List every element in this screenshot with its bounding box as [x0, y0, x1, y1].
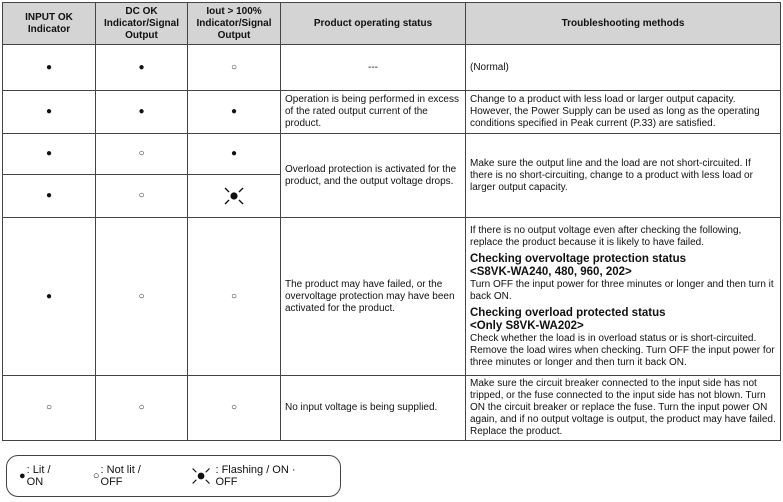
lit-indicator: ● — [188, 91, 281, 134]
status-table — [2, 2, 781, 441]
not-lit-indicator: ○ — [188, 376, 281, 441]
header-input-ok: INPUT OK Indicator — [3, 3, 96, 45]
trouble-text: Make sure the output line and the load are not short-circuited. If there is no short-circuiting, change to a product with less load or larger output capacity. — [466, 134, 781, 218]
table-row — [3, 91, 781, 134]
not-lit-indicator: ○ — [96, 134, 188, 175]
not-lit-indicator: ○ — [188, 45, 281, 91]
check1-title: Checking overvoltage protection status — [470, 252, 686, 265]
trouble-intro: If there is no output voltage even after checking the following, replace the product because it is likely to have failed. — [470, 224, 742, 248]
lit-indicator: ● — [3, 91, 96, 134]
trouble-text: Make sure the circuit breaker connected to the input side has not tripped, or the fuse connected to the input side has not blown. Turn ON the circuit breaker or replace the fuse. Turn the input power ON again, and if no output voltage is output, the product may have failed. Replace the product. — [466, 376, 781, 441]
check2-text: Check whether the load is in overload status or is short-circuited. Remove the load wires when checking. Turn OFF the input power for three minutes or longer and then turn it back ON. — [470, 332, 775, 368]
check1-text: Turn OFF the input power for three minutes or longer and then turn it back ON. — [470, 278, 774, 302]
lit-indicator: ● — [96, 91, 188, 134]
header-status: Product operating status — [281, 3, 466, 45]
not-lit-icon: ○ — [92, 470, 100, 482]
lit-icon: ● — [19, 470, 26, 482]
table-row — [3, 45, 781, 91]
header-iout: Iout > 100% Indicator/Signal Output — [188, 3, 281, 45]
not-lit-indicator: ○ — [188, 218, 281, 376]
status-text: Operation is being performed in excess of the rated output current of the product. — [281, 91, 466, 134]
status-text: --- — [281, 45, 466, 91]
check2-title: Checking overload protected status — [470, 306, 666, 319]
not-lit-indicator: ○ — [96, 218, 188, 376]
lit-indicator: ● — [188, 134, 281, 175]
check2-model: <Only S8VK-WA202> — [470, 319, 584, 332]
status-text: No input voltage is being supplied. — [281, 376, 466, 441]
table-row — [3, 218, 781, 376]
status-text: The product may have failed, or the overvoltage protection may have been activated for the product. — [281, 218, 466, 376]
table-row — [3, 376, 781, 441]
table-row — [3, 134, 781, 175]
not-lit-indicator: ○ — [3, 376, 96, 441]
not-lit-indicator: ○ — [96, 175, 188, 218]
check1-model: <S8VK-WA240, 480, 960, 202> — [470, 265, 632, 278]
flashing-icon — [187, 465, 215, 487]
lit-indicator: ● — [96, 45, 188, 91]
trouble-cell — [466, 218, 781, 376]
not-lit-indicator: ○ — [96, 376, 188, 441]
legend-box — [6, 455, 341, 497]
lit-indicator: ● — [3, 45, 96, 91]
status-text: Overload protection is activated for the product, and the output voltage drops. — [281, 134, 466, 218]
legend-flashing-label: : Flashing / ON · OFF — [215, 464, 296, 488]
legend-not-lit — [93, 464, 161, 488]
legend-lit-label: : Lit / ON — [26, 464, 51, 488]
flashing-icon — [219, 185, 249, 207]
legend-flashing — [187, 464, 314, 488]
legend-lit — [19, 464, 67, 488]
flashing-indicator — [188, 175, 281, 218]
header-row — [3, 3, 781, 45]
lit-indicator: ● — [3, 175, 96, 218]
lit-indicator: ● — [3, 134, 96, 175]
header-trouble: Troubleshooting methods — [466, 3, 781, 45]
legend-not-lit-label: : Not lit / OFF — [100, 464, 141, 488]
trouble-text: Change to a product with less load or larger output capacity. However, the Power Supply can be used as long as the operating conditions specified in Peak current (P.33) are satisfied. — [466, 91, 781, 134]
lit-indicator: ● — [3, 218, 96, 376]
trouble-text: (Normal) — [466, 45, 781, 91]
header-dc-ok: DC OK Indicator/Signal Output — [96, 3, 188, 45]
